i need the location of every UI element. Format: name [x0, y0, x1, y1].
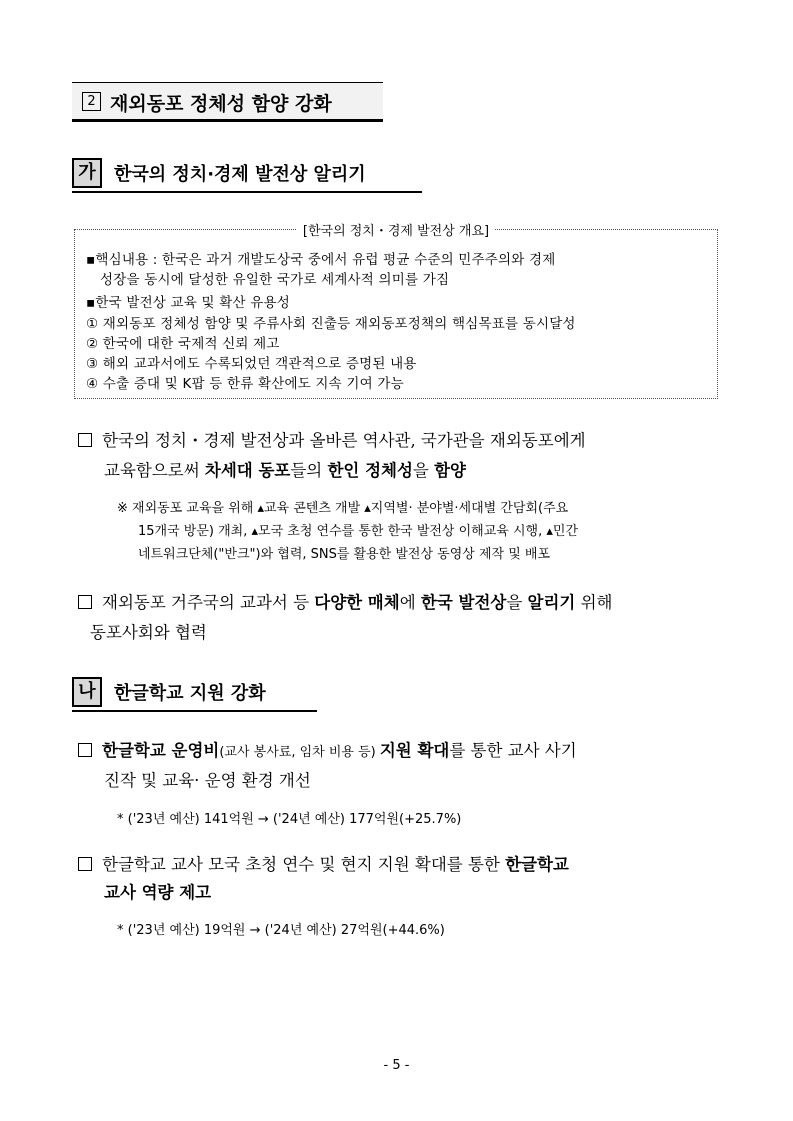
- note-a1: 15개국 방문) 개최, ▴모국 초청 연수를 통한 한국 발전상 이해교육 시행, ▴민간: [138, 524, 579, 539]
- overview-box-title: [한국의 정치・경제 발전상 개요]: [75, 220, 717, 239]
- checkbox-bullet: [78, 433, 92, 447]
- overview-item: ③ 해외 교과서에도 수록되었던 객관적으로 증명된 내용: [86, 356, 417, 372]
- checkbox-bullet: [78, 857, 92, 871]
- overview-item: ② 한국에 대한 국제적 신뢰 제고: [86, 336, 280, 352]
- subsection-title-b: 한글학교 지원 강화: [114, 683, 266, 704]
- checkbox-bullet: [78, 743, 92, 757]
- paragraph-b1-line2: 진작 및 교육· 운영 환경 개선: [104, 771, 311, 790]
- overview-box: [74, 224, 718, 399]
- subsection-rule-b: [72, 710, 317, 712]
- paragraph-b1-line1: 한글학교 운영비(교사 봉사료, 임차 비용 등) 지원 확대를 통한 교사 사기: [78, 737, 577, 761]
- page-number: - 5 -: [383, 1058, 410, 1073]
- subsection-letter-a: 가: [72, 158, 102, 188]
- overview-item: ① 재외동포 정체성 함양 및 주류사회 진출등 재외동포정책의 핵심목표를 동시달성: [86, 316, 576, 332]
- subsection-rule-a: [72, 191, 422, 193]
- note-b1: * ('23년 예산) 141억원 → ('24년 예산) 177억원(+25.7%): [117, 812, 462, 827]
- note-a1: ※ 재외동포 교육을 위해 ▴교육 콘텐츠 개발 ▴지역별· 분야별·세대별 간담회(주요: [117, 501, 569, 516]
- paragraph-a1-line1: 한국의 정치・경제 발전상과 올바른 역사관, 국가관을 재외동포에게: [78, 427, 586, 451]
- checkbox-bullet: [78, 595, 92, 609]
- paragraph-a2-line2: 동포사회와 협력: [90, 623, 207, 642]
- note-b2: * ('23년 예산) 19억원 → ('24년 예산) 27억원(+44.6%): [117, 923, 445, 938]
- overview-core-line: ▪핵심내용 : 한국은 과거 개발도상국 중에서 유럽 평균 수준의 민주주의와 경제: [86, 252, 556, 268]
- paragraph-b2-line2: 교사 역량 제고: [104, 883, 212, 902]
- section-header: [72, 82, 383, 122]
- section-title: 재외동포 정체성 함양 강화: [110, 93, 332, 115]
- section-number: 2: [82, 92, 101, 111]
- paragraph-a1-line2: 교육함으로써 차세대 동포들의 한인 정체성을 함양: [104, 461, 466, 480]
- note-a1: 네트워크단체("반크")와 협력, SNS를 활용한 발전상 동영상 제작 및 배포: [138, 547, 551, 562]
- paragraph-a2-line1: 재외동포 거주국의 교과서 등 다양한 매체에 한국 발전상을 알리기 위해: [78, 589, 612, 613]
- subsection-title-a: 한국의 정치·경제 발전상 알리기: [114, 164, 366, 185]
- overview-use-title: ▪한국 발전상 교육 및 확산 유용성: [86, 295, 290, 311]
- subsection-letter-b: 나: [72, 677, 102, 707]
- paragraph-b2-line1: 한글학교 교사 모국 초청 연수 및 현지 지원 확대를 통한 한글학교: [78, 851, 569, 875]
- overview-item: ④ 수출 증대 및 K팝 등 한류 확산에도 지속 기여 가능: [86, 376, 404, 392]
- overview-core-line: 성장을 동시에 달성한 유일한 국가로 세계사적 의미를 가짐: [100, 272, 450, 288]
